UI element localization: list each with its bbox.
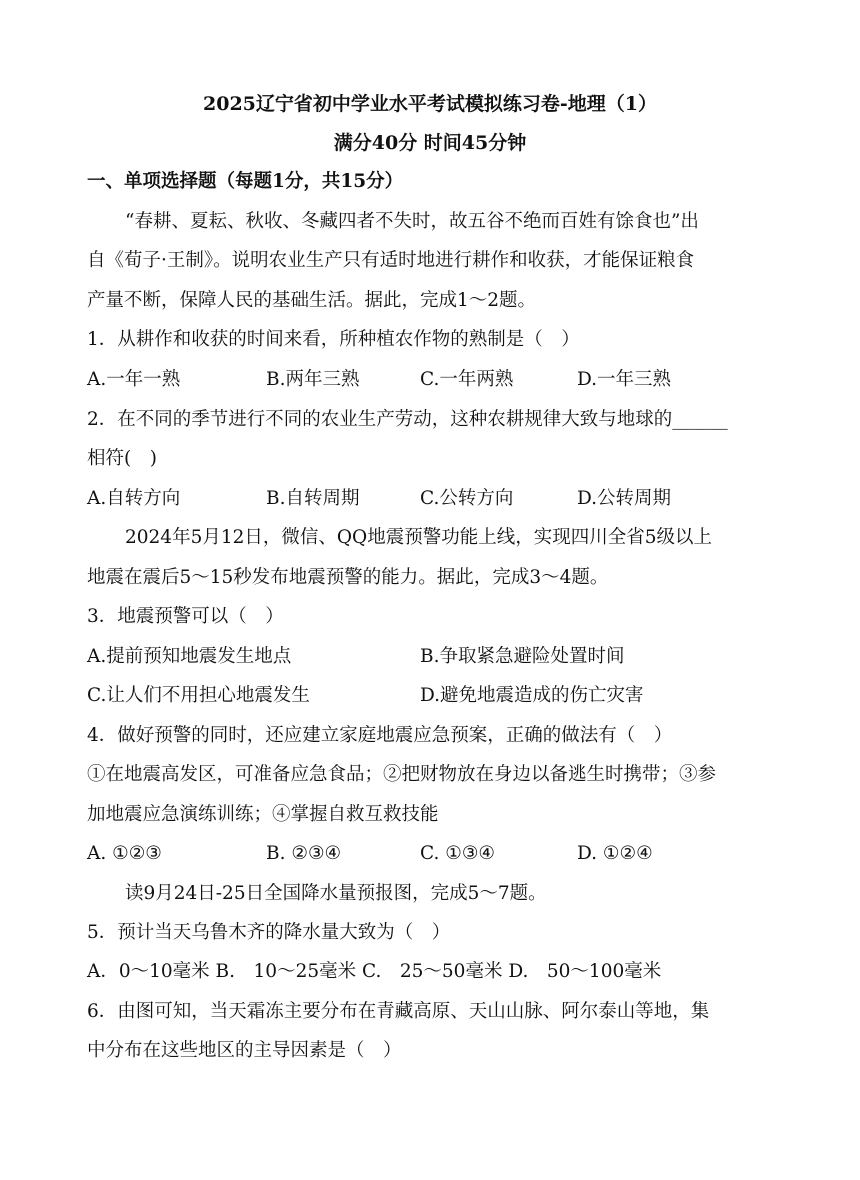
- passage1-line3: 产量不断，保障人民的基础生活。据此，完成1～2题。: [87, 290, 537, 311]
- q4-stem: 4．做好预警的同时，还应建立家庭地震应急预案，正确的做法有（ ）: [87, 725, 673, 746]
- q2-stem-line2: 相符( ): [87, 448, 157, 469]
- q5-stem: 5．预计当天乌鲁木齐的降水量大致为（ ）: [87, 922, 451, 943]
- passage1-line1: “春耕、夏耘、秋收、冬藏四者不失时，故五谷不绝而百姓有馀食也”出: [125, 211, 699, 232]
- q4-option-d[interactable]: D. ①②④: [577, 843, 653, 864]
- q2-option-b[interactable]: B.自转周期: [266, 488, 360, 509]
- q2-option-d[interactable]: D.公转周期: [577, 488, 672, 509]
- passage3: 读9月24日-25日全国降水量预报图，完成5～7题。: [125, 883, 547, 904]
- section-heading: 一、单项选择题（每题1分，共15分）: [87, 171, 404, 192]
- q3-option-d[interactable]: D.避免地震造成的伤亡灾害: [420, 685, 644, 706]
- passage2-line1: 2024年5月12日，微信、QQ地震预警功能上线，实现四川全省5级以上: [125, 527, 712, 548]
- q2-option-a[interactable]: A.自转方向: [87, 488, 181, 509]
- q4-body-line2: 加地震应急演练训练；④掌握自救互救技能: [87, 804, 439, 825]
- q2-option-c[interactable]: C.公转方向: [420, 488, 514, 509]
- q4-option-b[interactable]: B. ②③④: [266, 843, 342, 864]
- q1-option-b[interactable]: B.两年三熟: [266, 369, 360, 390]
- q5-options[interactable]: A．0～10毫米 B. 10～25毫米 C. 25～50毫米 D. 50～100毫米: [87, 961, 662, 982]
- q1-stem: 1．从耕作和收获的时间来看，所种植农作物的熟制是（ ）: [87, 329, 580, 350]
- q1-option-c[interactable]: C.一年两熟: [420, 369, 514, 390]
- exam-title: 2025辽宁省初中学业水平考试模拟练习卷-地理（1）: [203, 93, 657, 115]
- q6-stem-line2: 中分布在这些地区的主导因素是（ ）: [87, 1040, 402, 1061]
- q2-stem-line1: 2．在不同的季节进行不同的农业生产劳动，这种农耕规律大致与地球的______: [87, 409, 728, 430]
- q4-option-a[interactable]: A. ①②③: [87, 843, 162, 864]
- q6-stem-line1: 6．由图可知，当天霜冻主要分布在青藏高原、天山山脉、阿尔泰山等地，集: [87, 1001, 710, 1022]
- q4-body-line1: ①在地震高发区，可准备应急食品；②把财物放在身边以备逃生时携带；③参: [87, 764, 717, 785]
- q4-option-c[interactable]: C. ①③④: [420, 843, 496, 864]
- passage2-line2: 地震在震后5～15秒发布地震预警的能力。据此，完成3～4题。: [87, 567, 609, 588]
- q3-stem: 3．地震预警可以（ ）: [87, 606, 284, 627]
- q3-option-c[interactable]: C.让人们不用担心地震发生: [87, 685, 310, 706]
- exam-subtitle: 满分40分 时间45分钟: [333, 132, 527, 154]
- q3-option-b[interactable]: B.争取紧急避险处置时间: [420, 646, 625, 667]
- q1-option-a[interactable]: A.一年一熟: [87, 369, 181, 390]
- q3-option-a[interactable]: A.提前预知地震发生地点: [87, 646, 292, 667]
- q1-option-d[interactable]: D.一年三熟: [577, 369, 672, 390]
- passage1-line2: 自《荀子·王制》。说明农业生产只有适时地进行耕作和收获，才能保证粮食: [87, 250, 695, 271]
